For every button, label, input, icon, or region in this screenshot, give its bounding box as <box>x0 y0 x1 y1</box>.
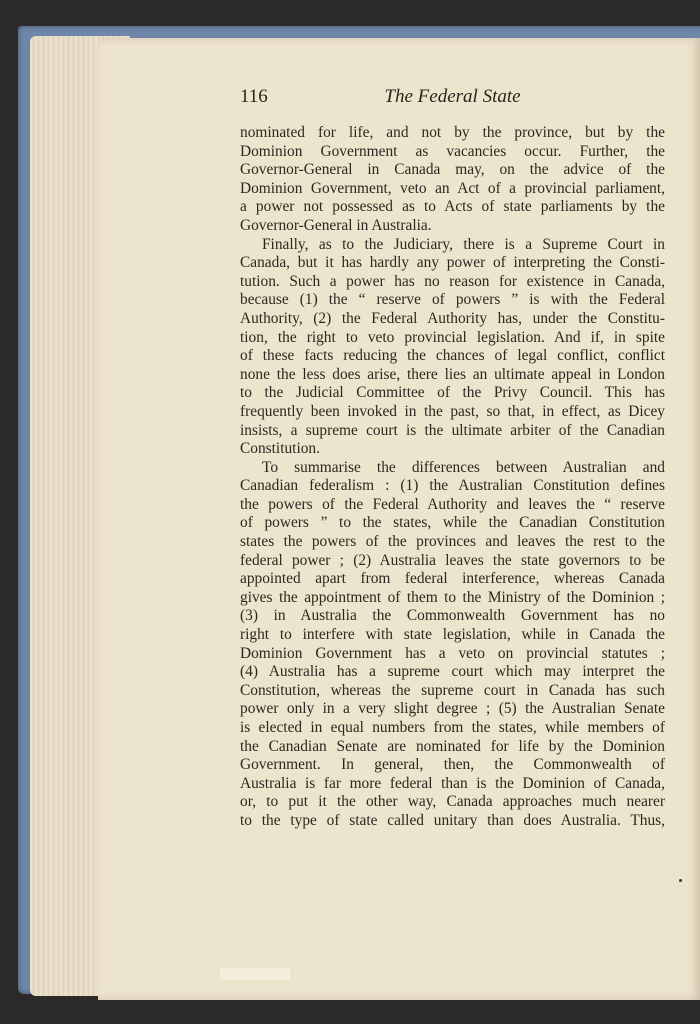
text-line: tution. Such a power has no reason for existence in Canada, <box>240 272 665 290</box>
text-line: the powers of the Federal Authority and leaves the “ reserve <box>240 495 665 513</box>
text-line: Government. In general, then, the Commonwealth of <box>240 756 665 774</box>
text-line: of powers ” to the states, while the Canadian Constitution <box>240 514 665 532</box>
page-tab <box>220 968 290 980</box>
text-line: (3) in Australia the Commonwealth Government has no <box>240 607 665 625</box>
running-title: The Federal State <box>384 86 521 107</box>
text-line: Dominion Government, veto an Act of a provincial parliament, <box>240 179 665 197</box>
text-line: because (1) the “ reserve of powers ” is with the Federal <box>240 291 665 309</box>
text-line: appointed apart from federal interference, whereas Canada <box>240 570 665 588</box>
text-line: Finally, as to the Judiciary, there is a Supreme Court in <box>262 235 665 253</box>
text-line: tion, the right to veto provincial legislation. And if, in spite <box>240 328 665 346</box>
text-line: Constitution, whereas the supreme court in Canada has such <box>240 681 665 699</box>
text-line: Canadian federalism : (1) the Australian Constitution defines <box>240 477 665 495</box>
text-line: to the Judicial Committee of the Privy Council. This has <box>240 384 665 402</box>
text-line: to the type of state called unitary than does Australia. Thus, <box>240 811 665 829</box>
text-line: To summarise the differences between Australian and <box>262 458 665 476</box>
text-line: none the less does arise, there lies an ultimate appeal in London <box>240 365 665 383</box>
text-line: power only in a very slight degree ; (5) the Australian Senate <box>240 700 665 718</box>
text-line: of these facts reducing the chances of legal conflict, conflict <box>240 347 665 365</box>
page-number: 116 <box>240 86 268 107</box>
text-line: nominated for life, and not by the province, but by the <box>240 124 665 141</box>
text-line: Constitution. <box>240 440 320 458</box>
text-line: the Canadian Senate are nominated for life by the Dominion <box>240 737 665 755</box>
body-text <box>240 124 665 831</box>
text-line: is elected in equal numbers from the states, while members of <box>240 719 665 736</box>
text-line: (4) Australia has a supreme court which may interpret the <box>240 663 665 681</box>
text-line: Dominion Government has a veto on provincial statutes ; <box>240 644 665 662</box>
text-line: or, to put it the other way, Canada approaches much nearer <box>240 793 665 811</box>
text-line: Governor-General in Australia. <box>240 216 432 234</box>
text-line: insists, a supreme court is the ultimate arbiter of the Canadian <box>240 421 665 439</box>
ink-speck <box>679 879 682 882</box>
text-line: Governor-General in Canada may, on the advice of the <box>240 161 665 179</box>
text-line: Authority, (2) the Federal Authority has, under the Constitu- <box>240 309 665 327</box>
text-line: a power not possessed as to Acts of state parliaments by the <box>240 198 665 216</box>
text-line: frequently been invoked in the past, so that, in effect, as Dicey <box>240 402 665 420</box>
text-line: gives the appointment of them to the Ministry of the Dominion ; <box>240 588 665 606</box>
text-line: Canada, but it has hardly any power of interpreting the Consti- <box>240 254 665 272</box>
text-line: right to interfere with state legislation, while in Canada the <box>240 626 665 644</box>
text-line: states the powers of the provinces and leaves the rest to the <box>240 533 665 551</box>
text-line: Dominion Government as vacancies occur. Further, the <box>240 142 665 160</box>
text-line: federal power ; (2) Australia leaves the state governors to be <box>240 551 665 569</box>
page-header <box>240 86 665 116</box>
text-line: Australia is far more federal than is the Dominion of Canada, <box>240 774 665 792</box>
